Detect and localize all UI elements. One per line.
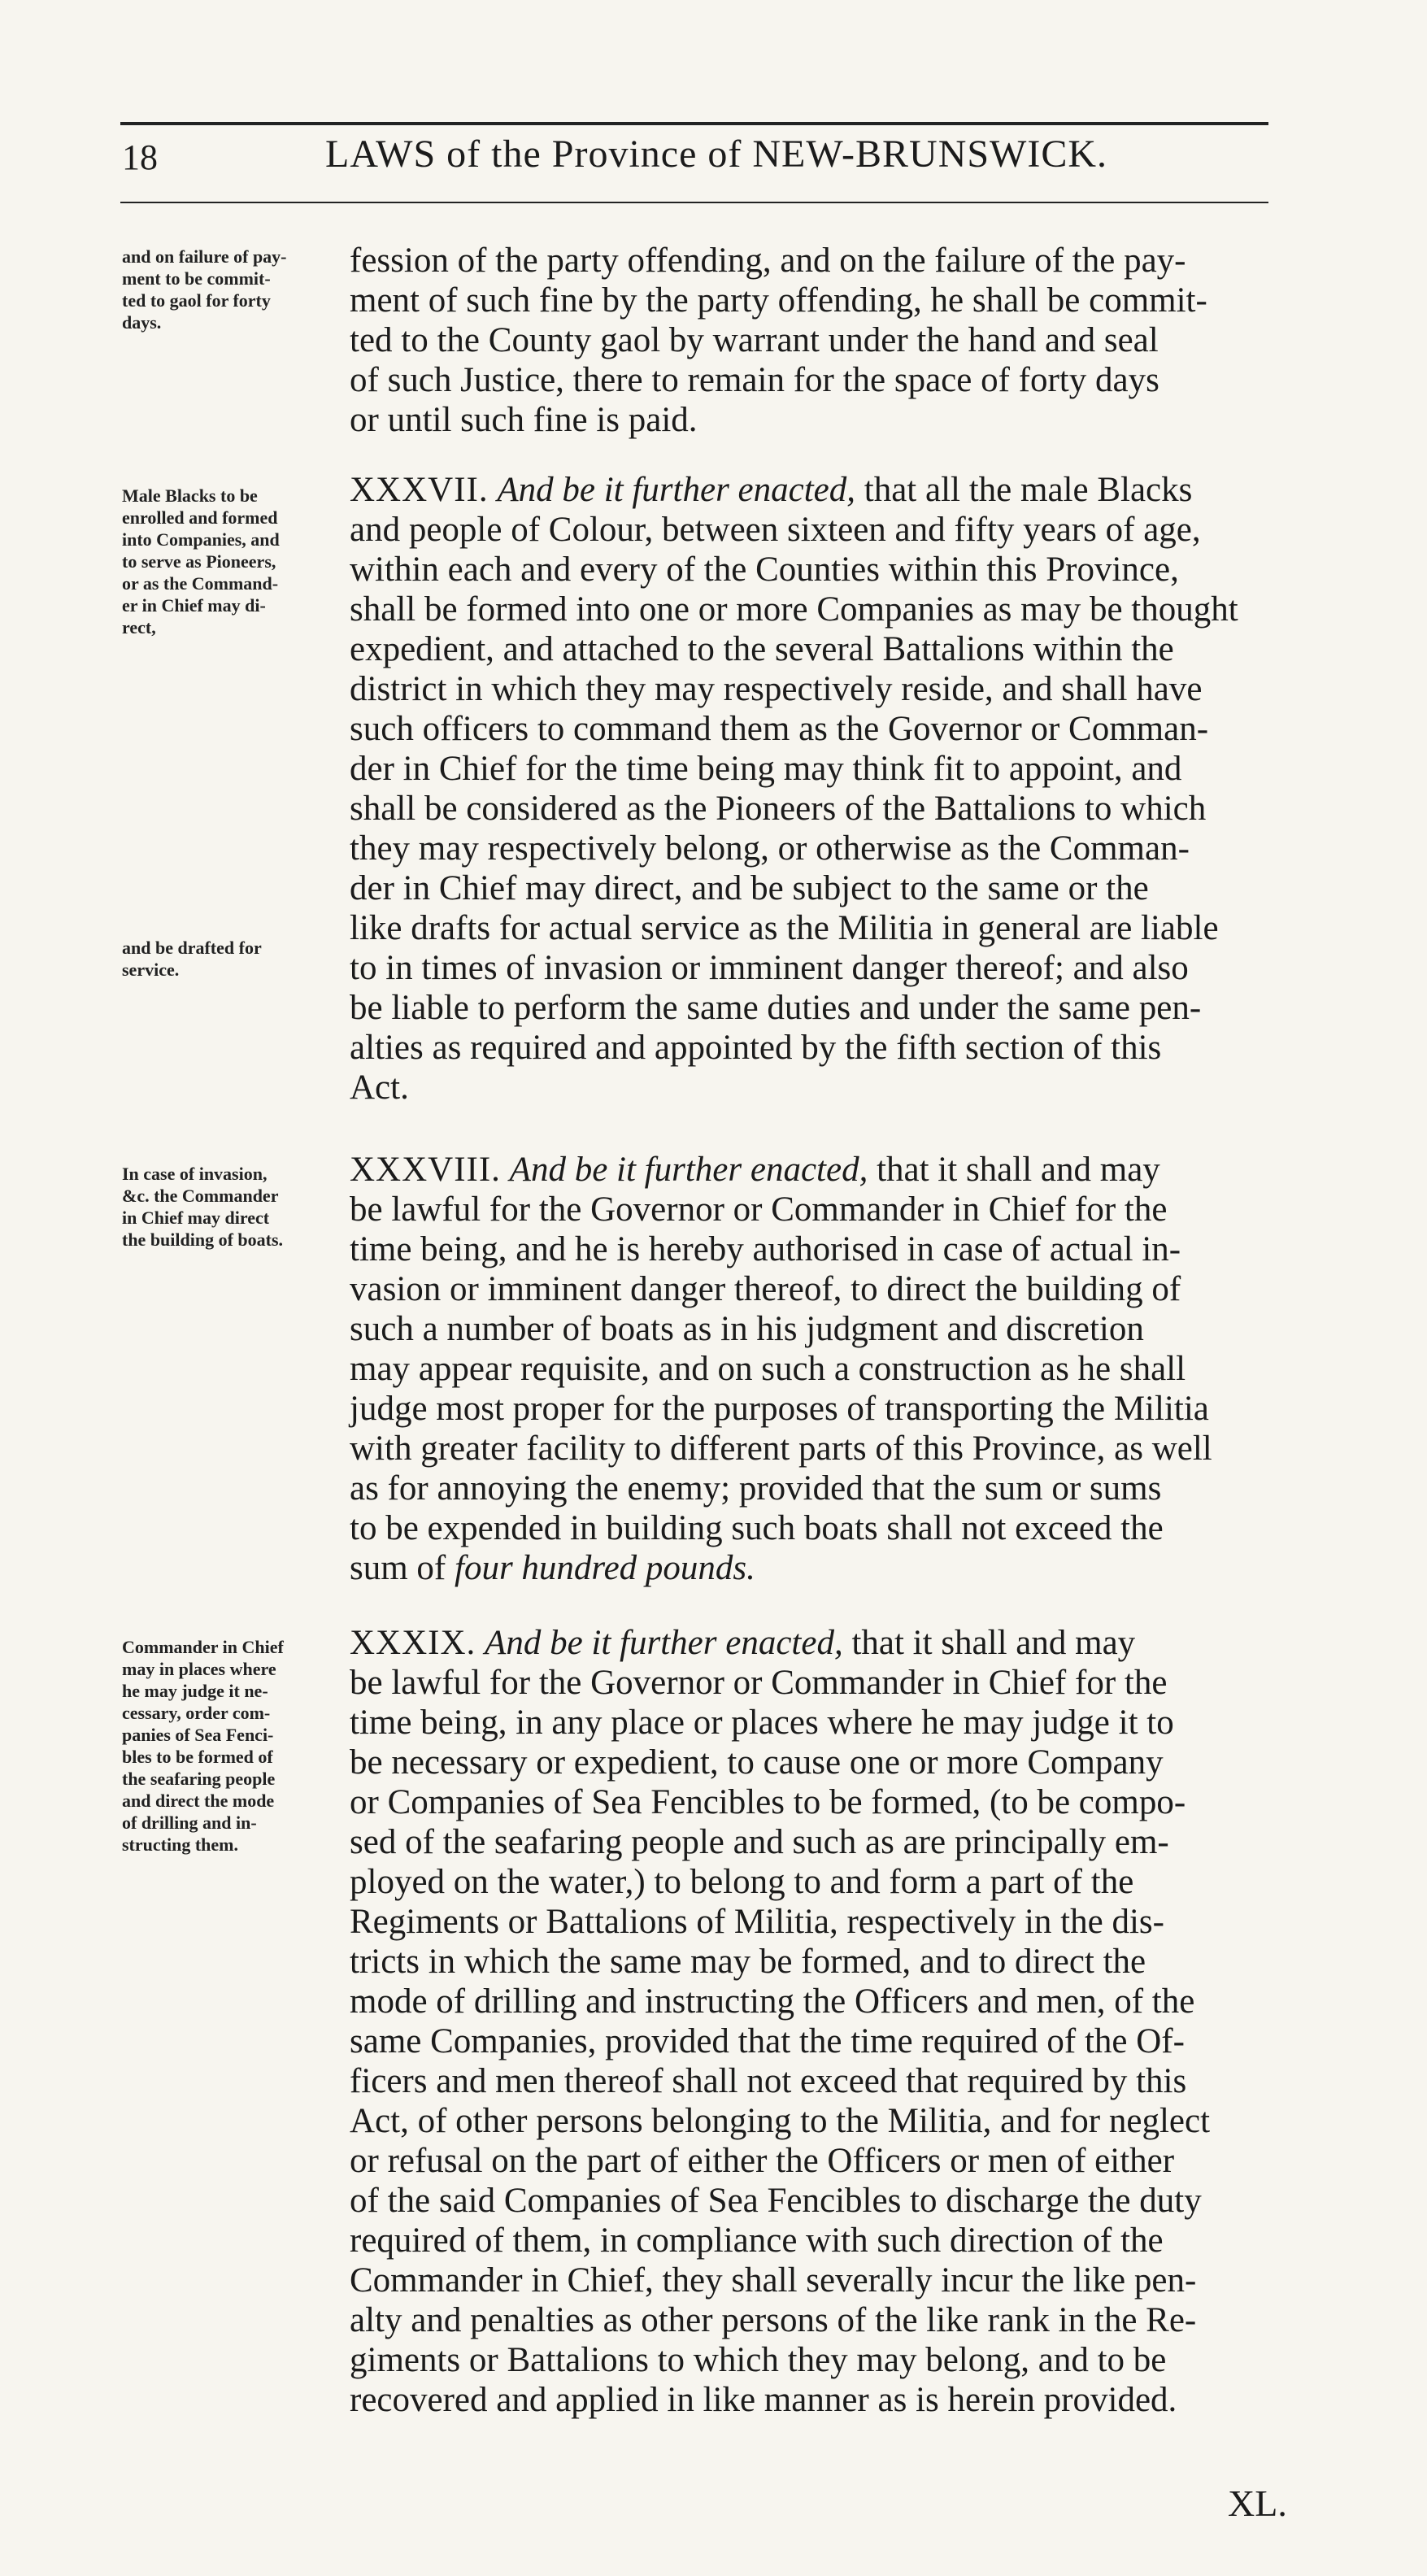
section-numeral: XXXVIII.	[350, 1151, 501, 1189]
section-numeral: XXXVII.	[350, 471, 489, 509]
sum-amount: four hundred pounds.	[455, 1549, 755, 1587]
section-body	[350, 470, 1286, 1107]
margin-note: and on failure of pay- ment to be commit- ted to gaol for forty days.	[122, 246, 287, 333]
header-underline	[120, 202, 1268, 203]
margin-note: Commander in Chief may in places where he may judge it ne- cessary, order com- panies of Sea Fenci- bles to be formed of the seafaring people and direct the mode of drilling and in- structing them.	[122, 1637, 284, 1855]
catch-word: XL.	[1228, 2482, 1287, 2524]
section-text: that it shall and may be lawful for the Governor or Commander in Chief for the time being, in any place or places where he may judge it to be necessary or expedient, to cause one or more Company or Companies of Sea Fencibles to be formed, (to be compo- sed of the seafaring people and such as are principally em- ployed on the water,) to belong to and form a part of the Regiments or Battalions of Militia, respectively in the dis- tricts in which the same may be formed, and to direct the mode of drilling and instructing the Officers and men, of the same Companies, provided that the time required of the Of- ficers and men thereof shall not exceed that required by this Act, of other persons belonging to the Militia, and for neglect or refusal on the part of either the Officers or men of either of the said Companies of Sea Fencibles to discharge the duty required of them, in compliance with such direction of the Commander in Chief, they shall severally incur the like pen- alty and penalties as other persons of the like rank in the Re- giments or Battalions to which they may belong, and to be recovered and applied in like manner as is herein provided.	[350, 1624, 1211, 2419]
margin-note: Male Blacks to be enrolled and formed into Companies, and to serve as Pioneers, or as the Command- er in Chief may di- rect,	[122, 485, 280, 637]
section-text: that it shall and may be lawful for the Governor or Commander in Chief for the time being, and he is hereby authorised in case of actual in- vasion or imminent danger thereof, to direct the building of such a number of boats as in his judgment and discretion may appear requisite, and on such a construction as he shall judge most proper for the purposes of transporting the Militia with greater facility to different parts of this Province, as well as for annoying the enemy; provided that the sum or sums to be expended in building such boats shall not exceed the sum of	[350, 1151, 1212, 1587]
running-head: LAWS of the Province of NEW-BRUNSWICK.	[325, 133, 1108, 176]
section-numeral: XXXIX.	[350, 1624, 476, 1662]
enacting-clause: And be it further enacted,	[509, 1151, 868, 1189]
enacting-clause: And be it further enacted,	[497, 471, 856, 509]
page-number: 18	[122, 137, 158, 177]
header-rule	[120, 122, 1268, 125]
section-text: fession of the party offending, and on the failure of the pay- ment of such fine by the party offending, he shall be commit- ted to the County gaol by warrant under the hand and seal of such Justice, there to remain for the space of forty days or until such fine is paid.	[350, 242, 1207, 439]
section-body	[350, 1623, 1286, 2420]
margin-note: In case of invasion, &c. the Commander in Chief may direct the building of boats.	[122, 1164, 284, 1250]
enacting-clause: And be it further enacted,	[485, 1624, 843, 1662]
section-body	[350, 1150, 1286, 1588]
section-body	[350, 241, 1286, 440]
margin-note-secondary: and be drafted for service.	[122, 938, 262, 980]
section-text: that all the male Blacks and people of Colour, between sixteen and fifty years of age, within each and every of the Counties within this Province, shall be formed into one or more Companies as may be thought expedient, and attached to the several Battalions within the district in which they may respectively reside, and shall have such officers to command them as the Governor or Comman- der in Chief for the time being may think fit to appoint, and shall be considered as the Pioneers of the Battalions to which they may respectively belong, or otherwise as the Comman- der in Chief may direct, and be subject to the same or the like drafts for actual service as the Militia in general are liable to in times of invasion or imminent danger thereof; and also be liable to perform the same duties and under the same pen- alties as required and appointed by the fifth section of this Act.	[350, 471, 1238, 1107]
